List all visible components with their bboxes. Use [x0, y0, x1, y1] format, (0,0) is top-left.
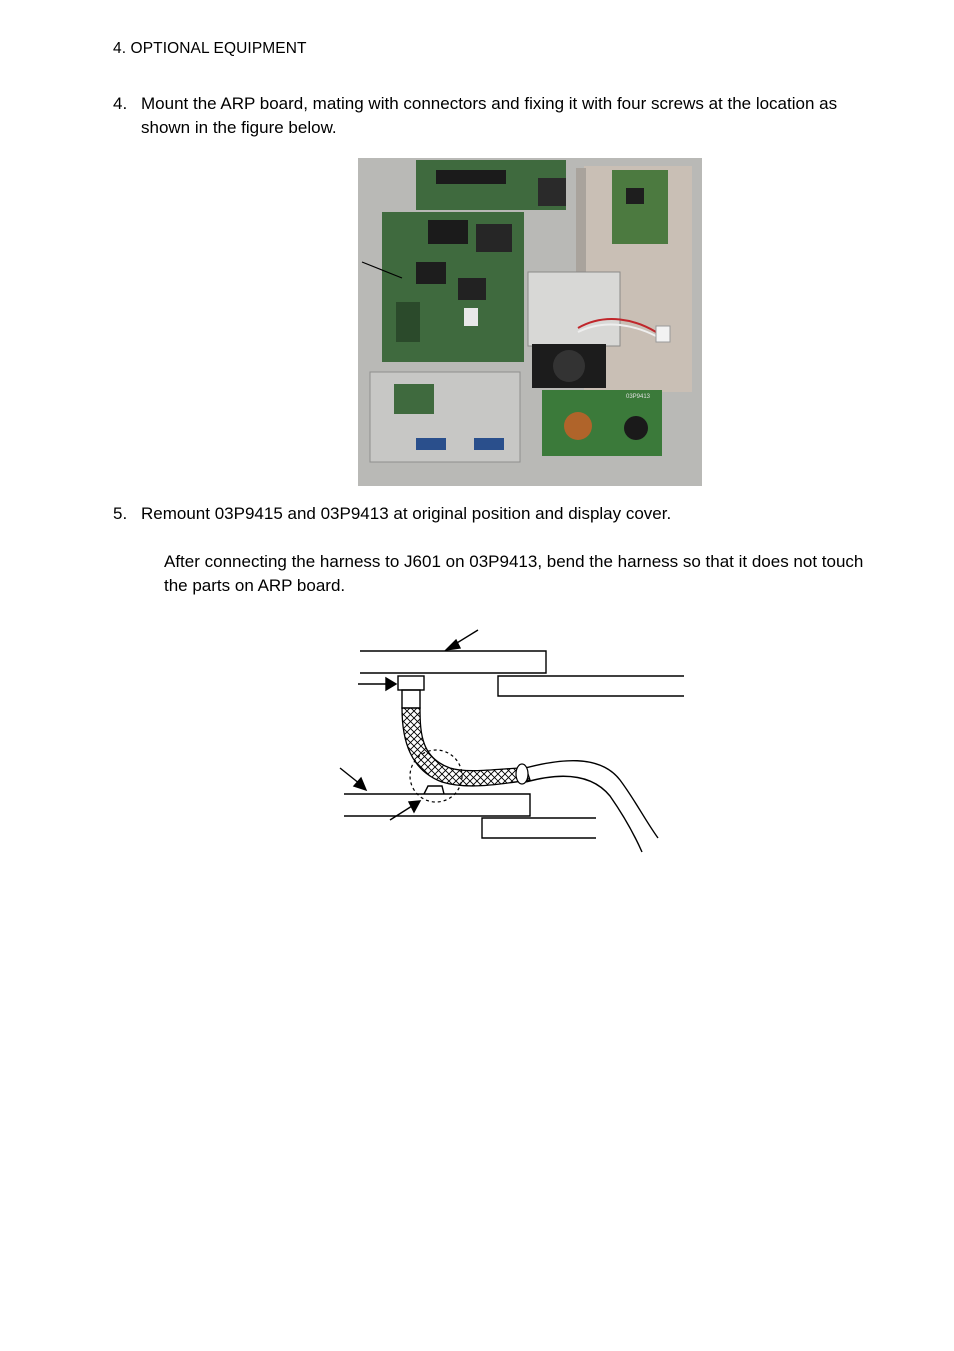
harness-diagram: [330, 620, 690, 860]
lower-second-board: [482, 818, 596, 838]
step-number: 5.: [113, 504, 128, 523]
section-header: 4. OPTIONAL EQUIPMENT: [113, 40, 307, 57]
connector: [398, 676, 424, 690]
braided-harness: [402, 708, 530, 786]
cable-sleeve: [518, 761, 658, 838]
small-board: [612, 170, 668, 244]
arp-board-photo: [356, 152, 704, 488]
upper-second-board: [498, 676, 684, 696]
harness-note: After connecting the harness to J601 on 03P9413, bend the harness so that it does not touch the parts on ARP board.: [164, 552, 864, 595]
step-text: Remount 03P9415 and 03P9413 at original position and display cover.: [141, 504, 672, 523]
bracket: [528, 272, 620, 346]
upper-board: [360, 651, 546, 673]
step-text: Mount the ARP board, mating with connectors and fixing it with four screws at the location as shown in the figure below.: [141, 94, 838, 137]
pcb-label: 03P9413: [626, 394, 651, 400]
arrow-component: [390, 806, 412, 820]
step-number: 4.: [113, 94, 128, 113]
lower-board: [344, 794, 530, 816]
